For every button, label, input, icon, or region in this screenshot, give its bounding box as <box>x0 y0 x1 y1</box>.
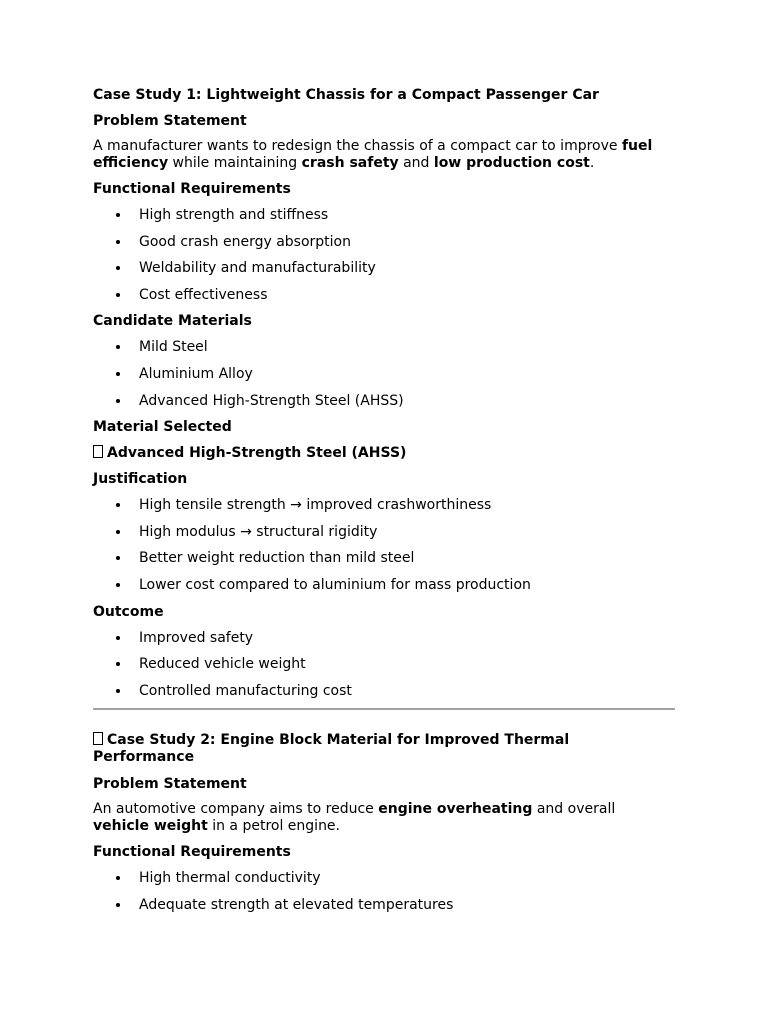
case2-title: Case Study 2: Engine Block Material for Improved Thermal Performance <box>93 732 570 766</box>
list-item: Improved safety <box>93 629 675 647</box>
list-item: High thermal conductivity <box>93 869 675 887</box>
list-item: Adequate strength at elevated temperatures <box>93 896 675 914</box>
document-content <box>93 86 675 923</box>
section-divider <box>93 708 675 710</box>
case2-requirements-list <box>93 869 675 914</box>
list-item: Lower cost compared to aluminium for mass production <box>93 576 675 594</box>
case1-justification-heading: Justification <box>93 471 188 488</box>
case1-candidates-list <box>93 338 675 409</box>
list-item: Reduced vehicle weight <box>93 655 675 673</box>
case1-problem-heading: Problem Statement <box>93 113 247 129</box>
list-item: Better weight reduction than mild steel <box>93 549 675 567</box>
list-item: Good crash energy absorption <box>93 233 675 251</box>
case2-problem-heading: Problem Statement <box>93 776 247 793</box>
case1-candidates-heading: Candidate Materials <box>93 313 252 330</box>
case1-title: Case Study 1: Lightweight Chassis for a Compact Passenger Car <box>93 87 599 103</box>
case1-selected-heading: Material Selected <box>93 419 232 436</box>
case2-problem-statement: An automotive company aims to reduce engine overheating and overall vehicle weight in a petrol engine. <box>93 801 616 835</box>
list-item: Mild Steel <box>93 338 675 356</box>
list-item: High modulus → structural rigidity <box>93 523 675 541</box>
case1-requirements-heading: Functional Requirements <box>93 181 291 197</box>
list-item: Aluminium Alloy <box>93 365 675 383</box>
list-item: Weldability and manufacturability <box>93 259 675 277</box>
case1-outcome-heading: Outcome <box>93 603 164 620</box>
case1-problem-statement: A manufacturer wants to redesign the chassis of a compact car to improve fuel efficiency while maintaining crash safety and low production cost. <box>93 138 653 171</box>
list-item: Cost effectiveness <box>93 286 675 304</box>
missing-glyph-icon <box>93 445 103 458</box>
list-item: Controlled manufacturing cost <box>93 682 675 700</box>
list-item: Advanced High-Strength Steel (AHSS) <box>93 392 675 410</box>
case2-requirements-heading: Functional Requirements <box>93 844 291 861</box>
case1-selected-material: Advanced High-Strength Steel (AHSS) <box>93 444 675 462</box>
missing-glyph-icon <box>93 732 103 745</box>
list-item: High tensile strength → improved crashworthiness <box>93 496 675 514</box>
list-item: High strength and stiffness <box>93 206 675 224</box>
case1-justification-list <box>93 496 675 594</box>
case1-requirements-list <box>93 206 675 304</box>
case1-outcome-list <box>93 629 675 700</box>
